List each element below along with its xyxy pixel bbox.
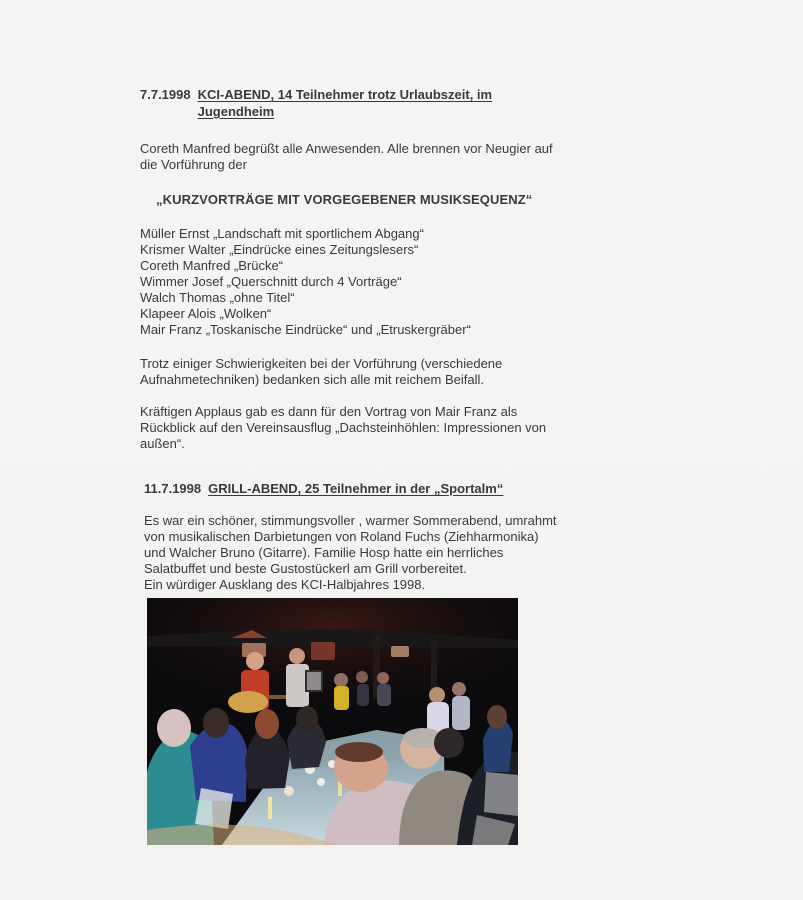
talk-item: Mair Franz „Toskanische Eindrücke“ und „Etruskergräber“: [140, 322, 471, 337]
talk-item: Krismer Walter „Eindrücke eines Zeitungslesers“: [140, 242, 419, 257]
entry2-date: 11.7.1998: [144, 481, 202, 496]
entry1-para3-line1: Kräftigen Applaus gab es dann für den Vortrag von Mair Franz als: [140, 404, 518, 419]
entry1-paragraph-applause: [140, 404, 590, 452]
entry2-line5: Ein würdiger Ausklang des KCI-Halbjahres 1998.: [144, 577, 426, 592]
entry1-para3-line3: außen“.: [140, 436, 185, 451]
grill-evening-photo: [147, 598, 518, 845]
entry2-header: [144, 480, 590, 497]
talk-item: Coreth Manfred „Brücke“: [140, 258, 284, 273]
entry2-description: [144, 513, 594, 593]
talk-item: Walch Thomas „ohne Titel“: [140, 290, 295, 305]
entry1-intro-line1: Coreth Manfred begrüßt alle Anwesenden. Alle brennen vor Neugier auf: [140, 141, 553, 156]
entry1-intro: [140, 141, 590, 173]
page-content: [140, 86, 590, 593]
entry2-line4: Salatbuffet und beste Gustostückerl am Grill vorbereitet.: [144, 561, 467, 576]
entry2-title: GRILL-ABEND, 25 Teilnehmer in der „Sportalm“: [208, 481, 504, 496]
entry1-paragraph-difficulties: [140, 356, 590, 388]
entry1-title-line2: Jugendheim: [197, 104, 275, 119]
talk-item: Müller Ernst „Landschaft mit sportlichem Abgang“: [140, 226, 424, 241]
entry1-para3-line2: Rückblick auf den Vereinsausflug „Dachsteinhöhlen: Impressionen von: [140, 420, 547, 435]
entry1-program-heading: „KURZVORTRÄGE MIT VORGEGEBENER MUSIKSEQUENZ“: [156, 192, 533, 207]
entry1-title-line1: KCI-ABEND, 14 Teilnehmer trotz Urlaubszeit, im: [197, 87, 493, 102]
talk-list: [140, 226, 590, 338]
entry2-line1: Es war ein schöner, stimmungsvoller , warmer Sommerabend, umrahmt: [144, 513, 557, 528]
entry2-line2: von musikalischen Darbietungen von Roland Fuchs (Ziehharmonika): [144, 529, 539, 544]
talk-item: Klapeer Alois „Wolken“: [140, 306, 272, 321]
entry1-header: [140, 86, 590, 120]
entry1-title: [198, 86, 492, 120]
entry2-line3: und Walcher Bruno (Gitarre). Familie Hosp hatte ein herrliches: [144, 545, 504, 560]
entry1-para2-line2: Aufnahmetechniken) bedanken sich alle mit reichem Beifall.: [140, 372, 484, 387]
entry1-date: 7.7.1998: [140, 87, 191, 102]
talk-item: Wimmer Josef „Querschnitt durch 4 Vorträge“: [140, 274, 402, 289]
entry1-intro-line2: die Vorführung der: [140, 157, 247, 172]
photo-illustration: [147, 598, 518, 845]
entry1-para2-line1: Trotz einiger Schwierigkeiten bei der Vorführung (verschiedene: [140, 356, 503, 371]
